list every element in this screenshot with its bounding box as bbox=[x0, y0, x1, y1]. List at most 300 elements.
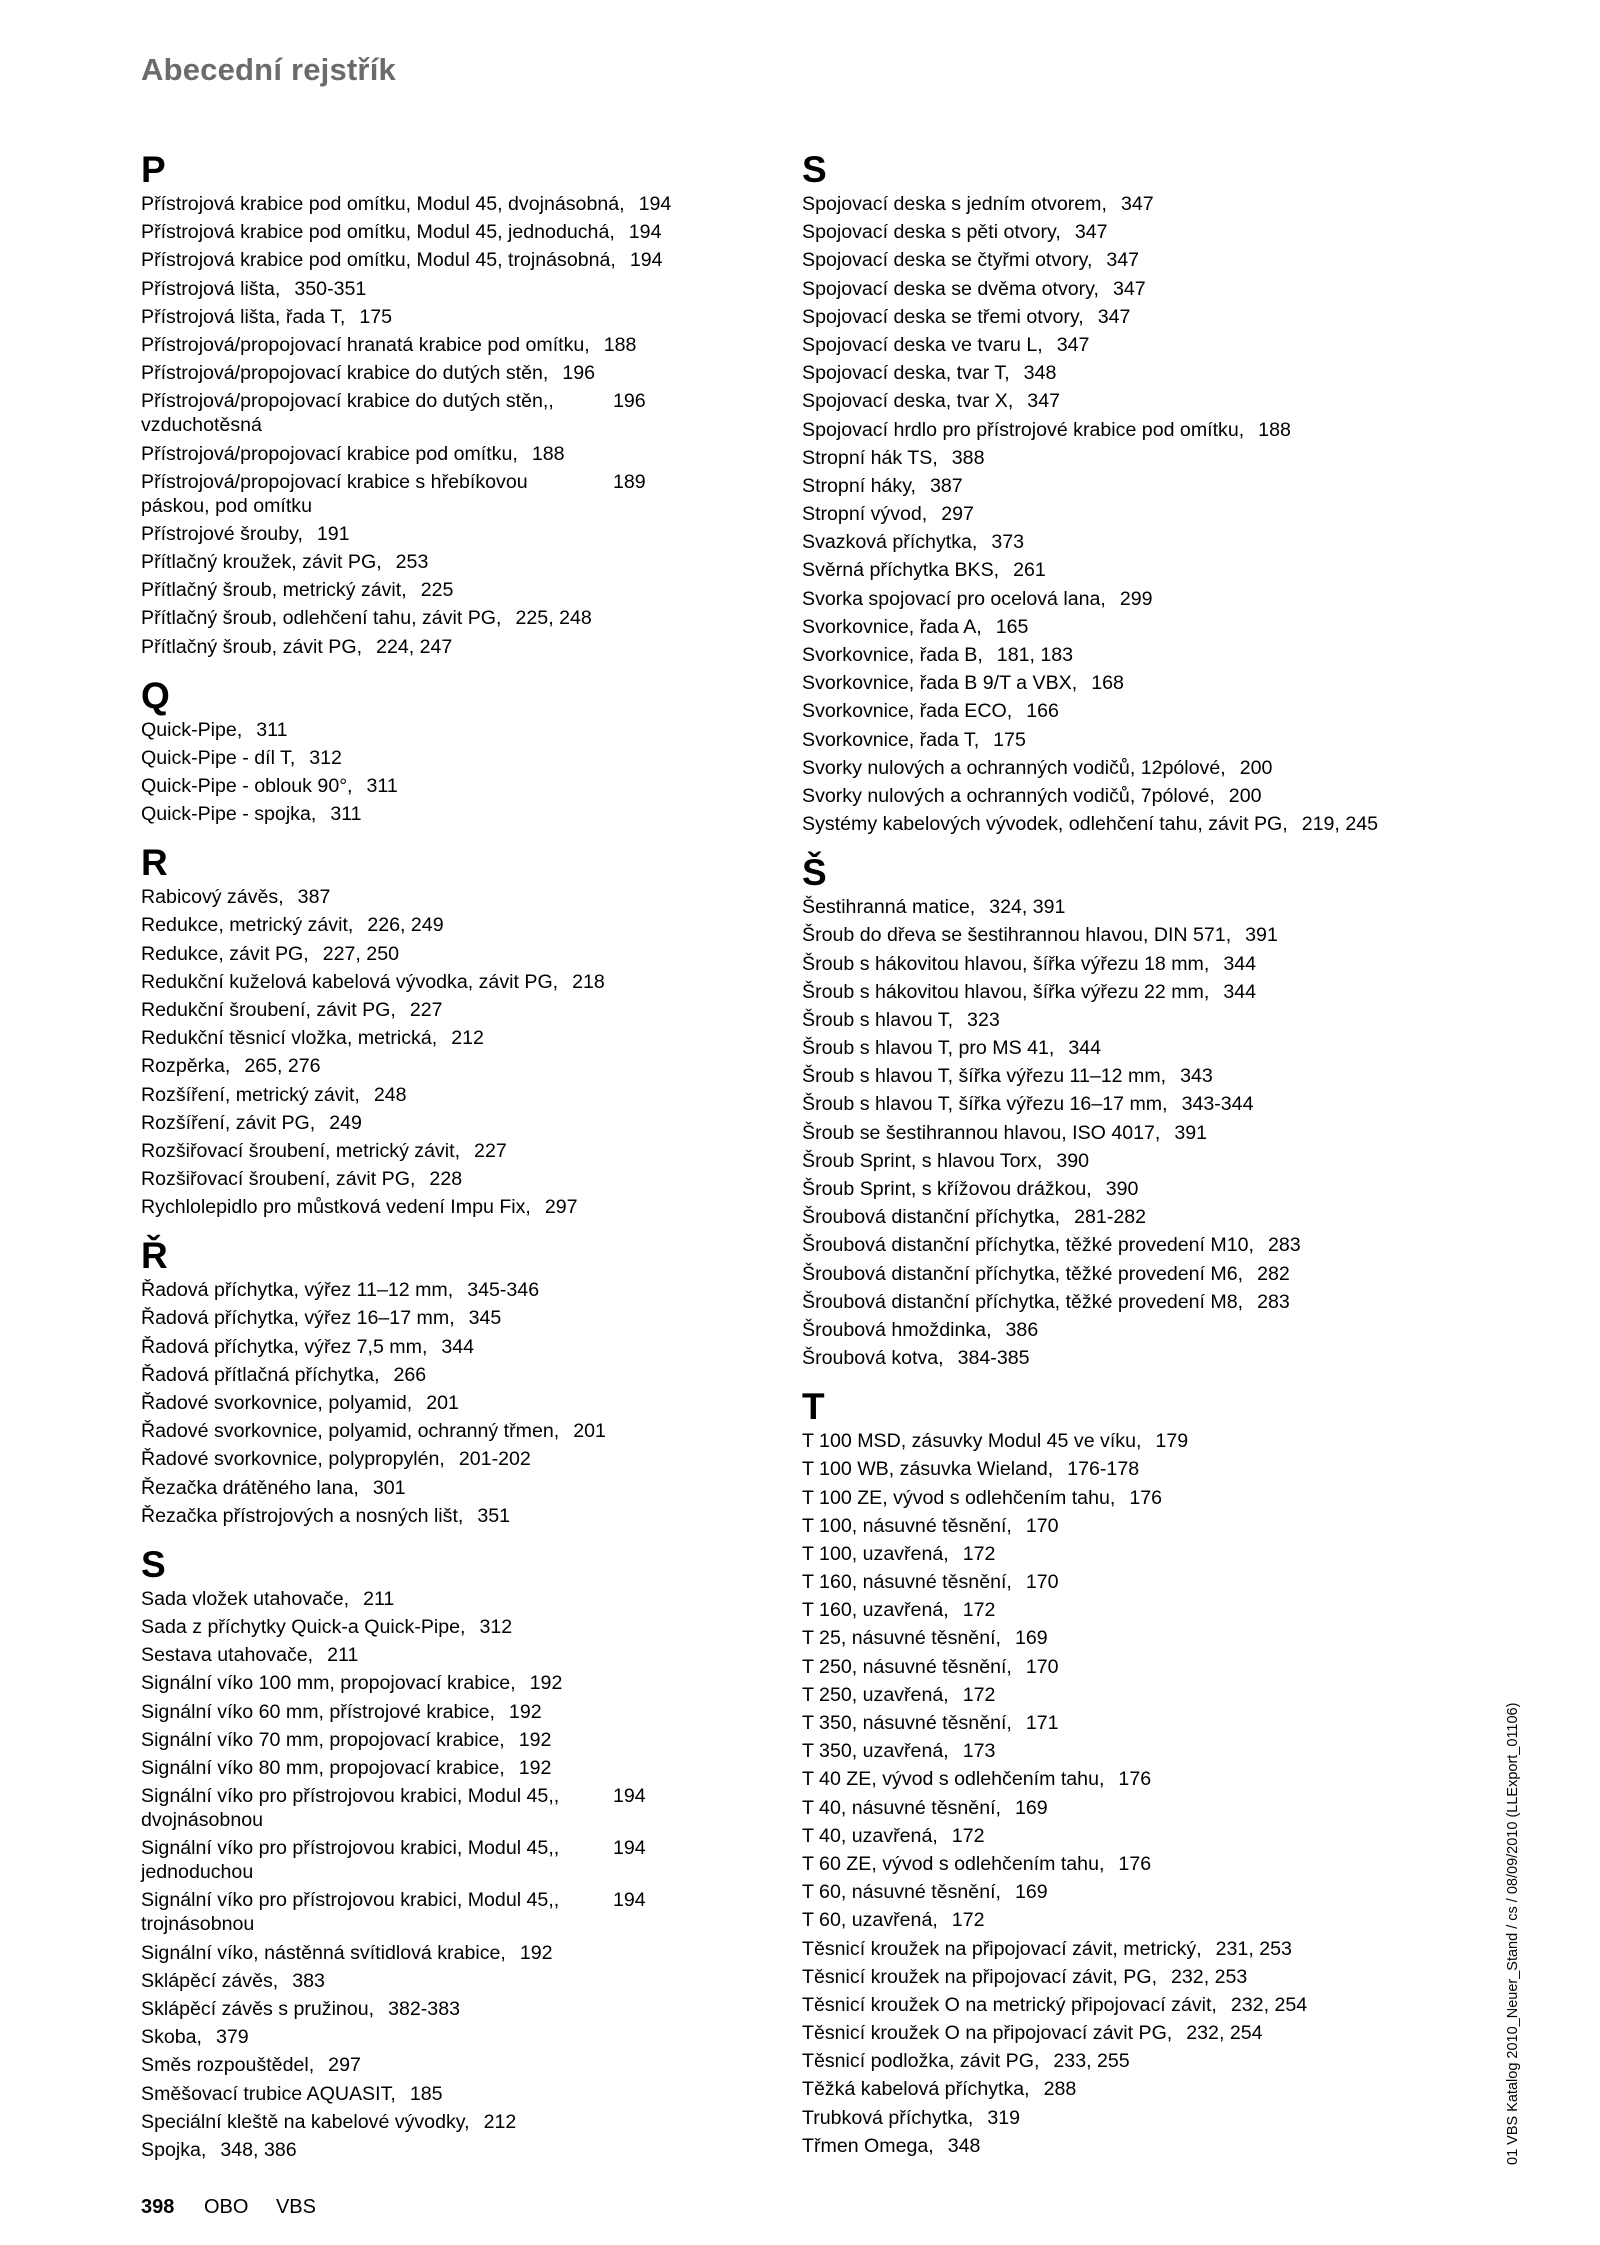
entry-term: Svorkovnice, řada A, bbox=[802, 615, 982, 638]
entry-term: Trubková příchytka, bbox=[802, 2106, 974, 2129]
index-entry bbox=[141, 333, 741, 357]
entry-term: Sklápěcí závěs s pružinou, bbox=[141, 1998, 375, 2020]
entry-pages: 211 bbox=[363, 1587, 395, 1610]
entry-pages: 231, 253 bbox=[1215, 1937, 1292, 1960]
entry-term: T 250, uzavřená, bbox=[802, 1683, 949, 1706]
index-entry bbox=[802, 418, 1462, 442]
entry-term: Spojovací hrdlo pro přístrojové krabice pod omítku, bbox=[802, 418, 1245, 441]
entry-pages: 265, 276 bbox=[244, 1055, 321, 1078]
entry-term: Šroub se šestihrannou hlavou, ISO 4017, bbox=[802, 1121, 1161, 1144]
entry-term: Rychlolepidlo pro můstková vedení Impu Fix, bbox=[141, 1196, 531, 1219]
entry-term: Svěrná příchytka BKS, bbox=[802, 559, 1000, 582]
entry-term: T 100, uzavřená, bbox=[802, 1542, 949, 1565]
entry-term: Směs rozpouštědel, bbox=[141, 2054, 315, 2077]
index-entry bbox=[141, 1419, 741, 1443]
entry-term: Těžká kabelová příchytka, bbox=[802, 2078, 1030, 2101]
product-name: VBS bbox=[275, 2196, 316, 2218]
page-footer bbox=[141, 2195, 316, 2219]
index-entry bbox=[802, 1233, 1462, 1257]
index-section bbox=[141, 1545, 741, 2162]
entry-term: T 40 ZE, vývod s odlehčením tahu, bbox=[802, 1768, 1105, 1791]
index-entry bbox=[802, 192, 1462, 216]
entry-term: T 60 ZE, vývod s odlehčením tahu, bbox=[802, 1852, 1105, 1875]
entry-pages: 348, 386 bbox=[220, 2138, 297, 2161]
index-entry bbox=[802, 1346, 1462, 1370]
index-entry bbox=[141, 1391, 741, 1415]
entry-term: Skoba, bbox=[141, 2026, 203, 2049]
index-entry bbox=[802, 1064, 1462, 1088]
entry-term: Těsnicí podložka, závit PG, bbox=[802, 2050, 1040, 2073]
entry-pages: 200 bbox=[1228, 784, 1262, 807]
entry-term: Signální víko pro přístrojovou krabici, Modul 45,, jednoduchou bbox=[141, 1837, 560, 1884]
index-column-left bbox=[141, 150, 741, 2179]
entry-pages: 297 bbox=[544, 1196, 578, 1219]
entry-term: Spojovací deska, tvar X, bbox=[802, 390, 1014, 413]
entry-term: Přístrojová lišta, řada T, bbox=[141, 305, 346, 328]
entry-term: Spojovací deska ve tvaru L, bbox=[802, 333, 1043, 356]
index-entry bbox=[802, 1177, 1462, 1201]
entry-term: T 60, uzavřená, bbox=[802, 1909, 938, 1932]
entry-pages: 194 bbox=[628, 221, 662, 244]
entry-term: Přístrojová/propojovací krabice pod omítku, bbox=[141, 442, 518, 465]
entry-pages: 347 bbox=[1074, 221, 1108, 244]
entry-pages: 283 bbox=[1268, 1234, 1301, 1257]
index-entry bbox=[141, 635, 741, 659]
entry-pages: 312 bbox=[479, 1615, 513, 1638]
index-entry bbox=[141, 606, 741, 630]
entry-pages: 188 bbox=[531, 442, 565, 465]
entry-term: Spojka, bbox=[141, 2138, 207, 2161]
entry-term: Rozšíření, závit PG, bbox=[141, 1111, 316, 1134]
index-entry bbox=[141, 1997, 741, 2021]
entry-term: T 100 MSD, zásuvky Modul 45 ve víku, bbox=[802, 1430, 1142, 1453]
entry-pages: 211 bbox=[327, 1644, 359, 1667]
entry-pages: 196 bbox=[613, 390, 646, 413]
entry-term: Redukční těsnicí vložka, metrická, bbox=[141, 1027, 438, 1050]
entry-term: Šroubová kotva, bbox=[802, 1347, 944, 1370]
entry-pages: 171 bbox=[1025, 1712, 1059, 1734]
entry-term: Řadové svorkovnice, polypropylén, bbox=[141, 1448, 445, 1471]
entry-term: Quick-Pipe - oblouk 90°, bbox=[141, 775, 353, 797]
entry-term: Rozšíření, metrický závit, bbox=[141, 1083, 360, 1106]
document-reference: 01 VBS Katalog 2010_Neuer_Stand / cs / 08/09/2010 (LLExport_01106) bbox=[1505, 1702, 1521, 2165]
entry-term: Speciální kleště na kabelové vývodky, bbox=[141, 2110, 470, 2133]
index-entry bbox=[802, 1824, 1462, 1848]
entry-term: Svorky nulových a ochranných vodičů, 7pólové, bbox=[802, 784, 1215, 807]
entry-term: Přístrojová krabice pod omítku, Modul 45, dvojnásobná, bbox=[141, 193, 625, 215]
entry-pages: 194 bbox=[613, 1889, 646, 1912]
entry-pages: 347 bbox=[1097, 305, 1131, 328]
entry-term: T 100 WB, zásuvka Wieland, bbox=[802, 1458, 1054, 1481]
index-entry bbox=[802, 1965, 1462, 1989]
entry-term: Svazková příchytka, bbox=[802, 531, 978, 554]
index-entry bbox=[141, 550, 741, 574]
index-entry bbox=[141, 1969, 741, 1993]
entry-pages: 227 bbox=[409, 998, 443, 1021]
entry-pages: 169 bbox=[1014, 1796, 1048, 1819]
index-entry bbox=[802, 530, 1462, 554]
entry-pages: 166 bbox=[1026, 700, 1059, 723]
entry-term: Šroub s hákovitou hlavou, šířka výřezu 22 mm, bbox=[802, 980, 1210, 1003]
entry-pages: 188 bbox=[1258, 418, 1291, 441]
index-entry bbox=[802, 1092, 1462, 1116]
entry-pages: 343-344 bbox=[1181, 1093, 1254, 1116]
index-entry bbox=[802, 728, 1462, 752]
index-entry bbox=[802, 1852, 1462, 1876]
entry-pages: 387 bbox=[297, 886, 331, 909]
entry-term: Těsnicí kroužek O na metrický připojovací závit, bbox=[802, 1993, 1217, 2016]
entry-pages: 253 bbox=[395, 551, 429, 574]
index-entry bbox=[141, 1888, 741, 1936]
entry-term: Stropní háky, bbox=[802, 474, 916, 497]
index-entry bbox=[802, 1457, 1462, 1481]
entry-pages: 165 bbox=[995, 615, 1029, 638]
entry-pages: 323 bbox=[967, 1008, 1000, 1031]
entry-pages: 194 bbox=[613, 1785, 646, 1808]
entry-pages: 311 bbox=[256, 718, 288, 741]
entry-pages: 181, 183 bbox=[996, 644, 1074, 666]
index-entry bbox=[802, 333, 1462, 357]
entry-pages: 297 bbox=[941, 503, 974, 526]
entry-term: Svorky nulových a ochranných vodičů, 12pólové, bbox=[802, 756, 1226, 779]
index-entry bbox=[802, 615, 1462, 639]
index-entry bbox=[141, 1756, 741, 1780]
index-entry bbox=[141, 192, 741, 216]
index-entry bbox=[141, 1306, 741, 1330]
index-entry bbox=[141, 1447, 741, 1471]
index-entry bbox=[141, 1083, 741, 1107]
entry-pages: 173 bbox=[962, 1740, 996, 1763]
entry-term: Stropní vývod, bbox=[802, 503, 928, 526]
entry-pages: 351 bbox=[477, 1504, 511, 1527]
entry-pages: 319 bbox=[987, 2106, 1021, 2129]
index-entry bbox=[802, 2134, 1462, 2158]
entry-term: Signální víko 100 mm, propojovací krabice, bbox=[141, 1672, 516, 1695]
index-entry bbox=[802, 1880, 1462, 1904]
index-entry bbox=[802, 699, 1462, 723]
entry-pages: 347 bbox=[1120, 193, 1154, 215]
index-entry bbox=[802, 389, 1462, 413]
entry-pages: 227 bbox=[474, 1139, 507, 1162]
index-entry bbox=[141, 2138, 741, 2162]
index-entry bbox=[802, 643, 1462, 667]
index-entry bbox=[141, 1278, 741, 1302]
entry-pages: 288 bbox=[1043, 2078, 1077, 2101]
entry-pages: 172 bbox=[951, 1824, 985, 1847]
entry-term: Spojovací deska se dvěma otvory, bbox=[802, 277, 1099, 300]
entry-term: Těsnicí kroužek na připojovací závit, metrický, bbox=[802, 1937, 1202, 1960]
index-entry bbox=[802, 1149, 1462, 1173]
entry-term: Svorkovnice, řada ECO, bbox=[802, 700, 1013, 723]
entry-pages: 383 bbox=[292, 1969, 325, 1992]
index-entry bbox=[141, 1167, 741, 1191]
index-entry bbox=[141, 1476, 741, 1500]
entry-pages: 185 bbox=[409, 2082, 443, 2105]
index-entry bbox=[802, 1036, 1462, 1060]
entry-term: Řadová příchytka, výřez 16–17 mm, bbox=[141, 1307, 455, 1330]
section-letter: S bbox=[141, 1543, 166, 1585]
entry-term: T 25, násuvné těsnění, bbox=[802, 1627, 1001, 1650]
entry-term: Svorkovnice, řada T, bbox=[802, 728, 980, 751]
entry-term: T 100, násuvné těsnění, bbox=[802, 1514, 1012, 1537]
entry-term: Signální víko, nástěnná svítidlová krabice, bbox=[141, 1941, 506, 1964]
entry-pages: 347 bbox=[1112, 277, 1146, 300]
entry-term: Signální víko 60 mm, přístrojové krabice, bbox=[141, 1700, 495, 1723]
index-entry bbox=[802, 1429, 1462, 1453]
entry-pages: 192 bbox=[519, 1941, 553, 1964]
index-entry bbox=[802, 1908, 1462, 1932]
index-entry bbox=[802, 671, 1462, 695]
index-entry bbox=[802, 895, 1462, 919]
index-entry bbox=[802, 1626, 1462, 1650]
index-entry bbox=[802, 474, 1462, 498]
entry-term: Spojovací deska s jedním otvorem, bbox=[802, 193, 1107, 215]
entry-pages: 175 bbox=[359, 305, 393, 328]
entry-pages: 218 bbox=[572, 970, 605, 993]
index-entry bbox=[141, 1026, 741, 1050]
index-entry bbox=[802, 1655, 1462, 1679]
entry-pages: 391 bbox=[1245, 924, 1278, 947]
entry-pages: 297 bbox=[328, 2054, 361, 2077]
entry-pages: 281-282 bbox=[1074, 1206, 1147, 1229]
index-entry bbox=[802, 1598, 1462, 1622]
entry-term: Signální víko pro přístrojovou krabici, Modul 45,, dvojnásobnou bbox=[141, 1785, 560, 1832]
index-entry bbox=[802, 1739, 1462, 1763]
entry-term: Přístrojová krabice pod omítku, Modul 45, jednoduchá, bbox=[141, 221, 615, 244]
entry-pages: 192 bbox=[508, 1700, 542, 1723]
entry-term: Rozpěrka, bbox=[141, 1055, 231, 1078]
entry-pages: 169 bbox=[1014, 1627, 1048, 1650]
entry-term: Řezačka přístrojových a nosných lišt, bbox=[141, 1504, 464, 1527]
index-entry bbox=[141, 1941, 741, 1965]
entry-term: Přítlačný šroub, odlehčení tahu, závit PG, bbox=[141, 607, 502, 630]
entry-term: Redukce, závit PG, bbox=[141, 942, 309, 965]
entry-term: Přístrojová/propojovací krabice do dutých stěn, bbox=[141, 362, 549, 385]
entry-pages: 345-346 bbox=[467, 1279, 540, 1302]
index-entry bbox=[802, 1290, 1462, 1314]
entry-pages: 344 bbox=[441, 1335, 475, 1358]
section-letter: Q bbox=[141, 674, 170, 716]
entry-term: T 40, násuvné těsnění, bbox=[802, 1796, 1001, 1819]
entry-term: Šroub s hlavou T, bbox=[802, 1008, 954, 1031]
entry-term: T 60, násuvné těsnění, bbox=[802, 1881, 1001, 1904]
index-section bbox=[802, 1387, 1462, 2158]
index-entry bbox=[141, 1111, 741, 1135]
entry-term: Přístrojová lišta, bbox=[141, 277, 281, 300]
index-entry bbox=[141, 248, 741, 272]
entry-pages: 176 bbox=[1118, 1768, 1152, 1791]
index-entry bbox=[141, 1504, 741, 1528]
entry-term: Sklápěcí závěs, bbox=[141, 1969, 279, 1992]
entry-pages: 347 bbox=[1056, 333, 1090, 356]
index-entry bbox=[802, 587, 1462, 611]
index-entry bbox=[802, 2106, 1462, 2130]
index-entry bbox=[802, 1683, 1462, 1707]
entry-pages: 382-383 bbox=[388, 1998, 460, 2020]
entry-pages: 172 bbox=[951, 1909, 985, 1932]
index-section bbox=[141, 676, 741, 827]
entry-term: Spojovací deska, tvar T, bbox=[802, 362, 1010, 385]
index-entry bbox=[141, 1836, 741, 1884]
entry-term: T 350, uzavřená, bbox=[802, 1740, 949, 1763]
entry-pages: 175 bbox=[993, 728, 1026, 751]
entry-term: Svorkovnice, řada B 9/T a VBX, bbox=[802, 672, 1078, 695]
entry-pages: 266 bbox=[393, 1363, 427, 1386]
index-entry bbox=[141, 885, 741, 909]
index-entry bbox=[141, 1671, 741, 1695]
entry-term: Řadové svorkovnice, polyamid, ochranný třmen, bbox=[141, 1420, 560, 1443]
index-entry bbox=[141, 942, 741, 966]
entry-pages: 232, 254 bbox=[1186, 2022, 1263, 2045]
index-section bbox=[141, 150, 741, 659]
entry-pages: 387 bbox=[930, 474, 963, 497]
entry-term: Svorkovnice, řada B, bbox=[802, 644, 983, 666]
entry-pages: 228 bbox=[429, 1168, 463, 1191]
entry-pages: 188 bbox=[603, 333, 637, 356]
entry-term: Svorka spojovací pro ocelová lana, bbox=[802, 587, 1106, 610]
index-entry bbox=[141, 802, 741, 826]
page-number: 398 bbox=[141, 2196, 175, 2218]
index-entry bbox=[141, 522, 741, 546]
index-entry bbox=[141, 2082, 741, 2106]
entry-pages: 169 bbox=[1014, 1881, 1048, 1904]
index-entry bbox=[141, 442, 741, 466]
entry-pages: 200 bbox=[1239, 756, 1273, 779]
index-entry bbox=[802, 558, 1462, 582]
index-section bbox=[802, 853, 1462, 1370]
index-entry bbox=[802, 1205, 1462, 1229]
entry-pages: 384-385 bbox=[957, 1347, 1030, 1370]
entry-term: Řezačka drátěného lana, bbox=[141, 1476, 359, 1499]
entry-pages: 176 bbox=[1118, 1852, 1152, 1875]
entry-pages: 196 bbox=[562, 362, 596, 385]
entry-pages: 324, 391 bbox=[989, 896, 1066, 919]
index-entry bbox=[802, 1008, 1462, 1032]
entry-term: T 350, násuvné těsnění, bbox=[802, 1712, 1012, 1734]
entry-pages: 168 bbox=[1091, 672, 1124, 695]
entry-pages: 345 bbox=[468, 1307, 502, 1330]
index-entry bbox=[141, 578, 741, 602]
entry-term: Šroubová distanční příchytka, těžké provedení M6, bbox=[802, 1262, 1244, 1285]
entry-term: Redukční kuželová kabelová vývodka, závit PG, bbox=[141, 970, 559, 993]
index-entry bbox=[141, 361, 741, 385]
entry-term: T 250, násuvné těsnění, bbox=[802, 1655, 1012, 1678]
entry-pages: 176-178 bbox=[1067, 1458, 1140, 1481]
entry-term: Šroubová distanční příchytka, těžké provedení M8, bbox=[802, 1290, 1244, 1313]
entry-term: Spojovací deska se čtyřmi otvory, bbox=[802, 249, 1093, 272]
entry-pages: 386 bbox=[1005, 1318, 1039, 1341]
entry-pages: 301 bbox=[372, 1476, 406, 1499]
entry-pages: 388 bbox=[951, 446, 985, 469]
entry-pages: 170 bbox=[1025, 1655, 1059, 1678]
index-entry bbox=[802, 923, 1462, 947]
index-entry bbox=[141, 1784, 741, 1832]
entry-pages: 282 bbox=[1257, 1262, 1290, 1285]
section-letter: R bbox=[141, 842, 168, 884]
index-entry bbox=[802, 1121, 1462, 1145]
entry-pages: 219, 245 bbox=[1301, 813, 1379, 836]
entry-term: T 40, uzavřená, bbox=[802, 1824, 938, 1847]
page-title: Abecední rejstřík bbox=[141, 52, 396, 87]
index-entry bbox=[141, 774, 741, 798]
index-entry bbox=[141, 1728, 741, 1752]
entry-pages: 373 bbox=[991, 531, 1025, 554]
entry-pages: 311 bbox=[330, 803, 362, 826]
entry-pages: 224, 247 bbox=[376, 635, 453, 658]
index-entry bbox=[802, 1937, 1462, 1961]
index-entry bbox=[141, 1335, 741, 1359]
entry-term: Rabicový závěs, bbox=[141, 886, 284, 909]
section-letter: Š bbox=[802, 852, 827, 894]
index-entry bbox=[141, 1054, 741, 1078]
entry-term: Signální víko pro přístrojovou krabici, Modul 45,, trojnásobnou bbox=[141, 1889, 560, 1936]
index-entry bbox=[141, 1587, 741, 1611]
entry-term: Šroub s hlavou T, pro MS 41, bbox=[802, 1037, 1055, 1060]
entry-pages: 179 bbox=[1155, 1430, 1189, 1453]
entry-term: Sada vložek utahovače, bbox=[141, 1587, 350, 1610]
entry-term: Šroub s hlavou T, šířka výřezu 16–17 mm, bbox=[802, 1093, 1168, 1116]
section-letter: P bbox=[141, 149, 166, 190]
entry-term: Quick-Pipe, bbox=[141, 718, 243, 741]
entry-pages: 348 bbox=[947, 2134, 981, 2157]
index-entry bbox=[141, 2053, 741, 2077]
entry-pages: 172 bbox=[962, 1599, 996, 1622]
entry-term: Sestava utahovače, bbox=[141, 1644, 314, 1667]
index-entry bbox=[141, 277, 741, 301]
entry-term: Stropní hák TS, bbox=[802, 446, 938, 469]
index-entry bbox=[802, 784, 1462, 808]
index-entry bbox=[802, 248, 1462, 272]
entry-term: Těsnicí kroužek na připojovací závit, PG, bbox=[802, 1965, 1158, 1988]
entry-pages: 227, 250 bbox=[322, 942, 399, 965]
index-entry bbox=[141, 1139, 741, 1163]
entry-term: Přístrojová/propojovací hranatá krabice pod omítku, bbox=[141, 333, 590, 356]
entry-pages: 344 bbox=[1223, 952, 1257, 975]
index-entry bbox=[802, 361, 1462, 385]
entry-pages: 212 bbox=[483, 2110, 517, 2133]
index-entry bbox=[802, 2021, 1462, 2045]
index-entry bbox=[141, 1643, 741, 1667]
entry-pages: 192 bbox=[529, 1672, 563, 1695]
index-entry bbox=[802, 812, 1462, 836]
entry-term: Přístrojová krabice pod omítku, Modul 45, trojnásobná, bbox=[141, 249, 616, 272]
section-letter: Ř bbox=[141, 1235, 168, 1277]
entry-term: Rozšiřovací šroubení, závit PG, bbox=[141, 1168, 416, 1191]
entry-pages: 201-202 bbox=[458, 1448, 531, 1471]
index-entry bbox=[141, 2025, 741, 2049]
entry-term: Redukce, metrický závit, bbox=[141, 914, 354, 937]
index-entry bbox=[802, 1318, 1462, 1342]
index-entry bbox=[802, 952, 1462, 976]
entry-term: Šroubová hmoždinka, bbox=[802, 1318, 992, 1341]
entry-pages: 312 bbox=[309, 746, 342, 769]
entry-term: Systémy kabelových vývodek, odlehčení tahu, závit PG, bbox=[802, 813, 1288, 836]
entry-pages: 194 bbox=[629, 249, 663, 272]
entry-pages: 170 bbox=[1025, 1571, 1059, 1594]
entry-term: Signální víko 70 mm, propojovací krabice, bbox=[141, 1728, 505, 1751]
entry-term: Redukční šroubení, závit PG, bbox=[141, 998, 396, 1021]
entry-term: Řadová příchytka, výřez 7,5 mm, bbox=[141, 1335, 428, 1358]
entry-term: Signální víko 80 mm, propojovací krabice, bbox=[141, 1756, 505, 1779]
index-entry bbox=[141, 913, 741, 937]
index-entry bbox=[141, 718, 741, 742]
index-entry bbox=[802, 1711, 1462, 1735]
entry-pages: 379 bbox=[216, 2026, 249, 2049]
entry-term: Řadové svorkovnice, polyamid, bbox=[141, 1392, 413, 1414]
entry-pages: 283 bbox=[1257, 1290, 1290, 1313]
index-entry bbox=[802, 1262, 1462, 1286]
index-entry bbox=[141, 2110, 741, 2134]
